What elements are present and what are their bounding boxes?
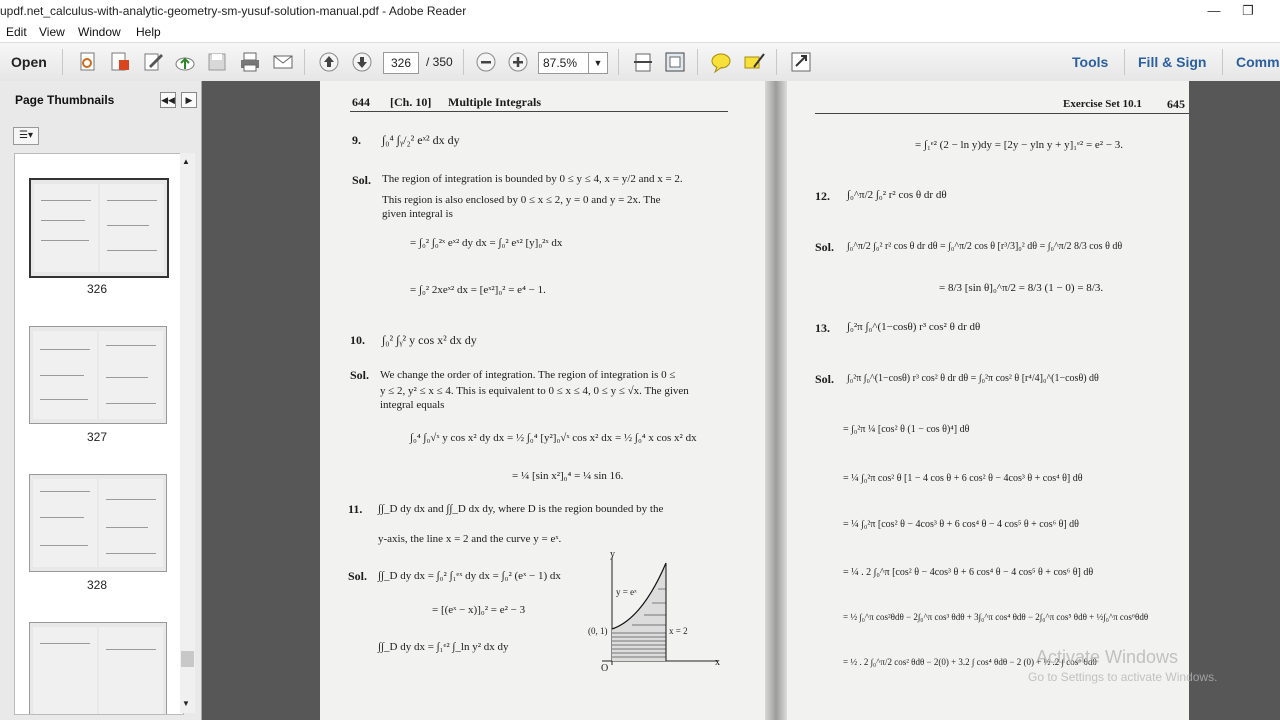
- graph-axis-label: y: [610, 549, 615, 560]
- page-header-number: 645: [1167, 97, 1185, 111]
- open-button[interactable]: Open: [11, 54, 47, 70]
- header-rule: [350, 111, 728, 112]
- tools-button[interactable]: Tools: [1072, 54, 1109, 70]
- equation: = ¼ [sin x²]₀⁴ = ¼ sin 16.: [512, 470, 624, 482]
- toolbar-separator: [1222, 49, 1223, 75]
- solution-text: This region is also enclosed by 0 ≤ x ≤ 2, y = 0 and y = 2x. The: [382, 194, 661, 206]
- equation: = ∫₁ᵉ² (2 − ln y)dy = [2y − yln y + y]₁ᵉ² = e² − 3.: [915, 139, 1124, 151]
- equation: = ¼ . 2 ∫₀^π [cos² θ − 4cos³ θ + 6 cos⁴ θ − 4 cos⁵ θ + cos⁶ θ] dθ: [843, 567, 1094, 578]
- page-thumbnails-panel: [0, 81, 202, 720]
- expand-right-icon[interactable]: ▶: [181, 92, 197, 108]
- highlight-icon[interactable]: [742, 51, 766, 73]
- toolbar-separator: [1124, 49, 1125, 75]
- equation: ∫₀^π/2 ∫₀² r² cos θ dr dθ = ∫₀^π/2 cos θ [r³/3]₀² dθ = ∫₀^π/2 8/3 cos θ dθ: [847, 241, 1123, 252]
- thumbnail-options-icon[interactable]: ☰▾: [13, 127, 39, 145]
- activate-windows-title: Activate Windows: [1036, 647, 1179, 667]
- thumbnail-329[interactable]: [29, 622, 167, 715]
- toolbar-separator: [62, 49, 63, 75]
- menu-bar: [0, 22, 1280, 42]
- thumbnail-label: 326: [86, 282, 108, 296]
- fill-sign-button[interactable]: Fill & Sign: [1138, 54, 1207, 70]
- zoom-dropdown-icon[interactable]: ▼: [588, 52, 608, 74]
- page-header-chapter: [Ch. 10]: [390, 95, 432, 109]
- comment-icon[interactable]: [709, 51, 733, 73]
- solution-label: Sol.: [350, 368, 370, 382]
- header-rule: [815, 113, 1189, 114]
- graph-curve-label: y = eˣ: [616, 587, 637, 597]
- thumbnail-327[interactable]: [29, 326, 167, 424]
- save-icon[interactable]: [205, 51, 229, 73]
- question-number: 10.: [350, 333, 365, 347]
- fit-page-icon[interactable]: [631, 51, 655, 73]
- thumbnail-label: 327: [86, 430, 108, 444]
- toolbar-separator: [463, 49, 464, 75]
- equation: ∫∫_D dy dx = ∫₁ᵉ² ∫_ln y² dx dy: [378, 641, 509, 653]
- fit-width-icon[interactable]: [663, 51, 687, 73]
- equation: = ¼ ∫₀²π [cos² θ − 4cos³ θ + 6 cos⁴ θ − 4 cos⁵ θ + cos⁶ θ] dθ: [843, 519, 1079, 530]
- menu-help[interactable]: Help: [136, 25, 161, 39]
- equation: = [(eˣ − x)]₀² = e² − 3: [432, 604, 526, 616]
- page-number-input[interactable]: 326: [383, 52, 419, 74]
- page-header-set: Exercise Set 10.1: [1063, 98, 1142, 110]
- solution-label: Sol.: [352, 173, 372, 187]
- toolbar-separator: [618, 49, 619, 75]
- combine-files-icon[interactable]: [108, 51, 132, 73]
- equation: ∫₀²π ∫₀^(1−cosθ) r³ cos² θ dr dθ = ∫₀²π cos² θ [r⁴/4]₀^(1−cosθ) dθ: [847, 373, 1099, 384]
- question-number: 13.: [815, 321, 830, 335]
- graph-line-label: x = 2: [669, 626, 688, 636]
- equation: ∫₀²π ∫₀^(1−cosθ) r³ cos² θ dr dθ: [847, 321, 981, 333]
- toolbar: [0, 42, 1280, 82]
- toolbar-separator: [776, 49, 777, 75]
- panel-title: Page Thumbnails: [15, 93, 115, 107]
- zoom-level-select[interactable]: 87.5%: [538, 52, 590, 74]
- pdf-page-645: [787, 81, 1189, 720]
- equation: ∫∫_D dy dx = ∫₀² ∫₁ᵉˣ dy dx = ∫₀² (eˣ − 1) dx: [378, 570, 561, 582]
- comment-pane-button[interactable]: Comm: [1236, 54, 1280, 70]
- edit-pdf-icon[interactable]: [141, 51, 165, 73]
- scroll-thumb[interactable]: [181, 651, 194, 667]
- equation: = ∫₀² 2xeˣ² dx = [eˣ²]₀² = e⁴ − 1.: [410, 284, 546, 296]
- menu-view[interactable]: View: [39, 25, 65, 39]
- title-bar: [0, 0, 1280, 22]
- equation: = 8/3 [sin θ]₀^π/2 = 8/3 (1 − 0) = 8/3.: [939, 282, 1104, 294]
- email-icon[interactable]: [271, 51, 295, 73]
- graph-origin-label: O: [601, 663, 609, 674]
- equation: = ∫₀²π ¼ [cos² θ (1 − cos θ)⁴] dθ: [843, 424, 970, 435]
- question-text: ∫∫_D dy dx and ∫∫_D dx dy, where D is the region bounded by the: [378, 503, 664, 515]
- restore-button[interactable]: ❐: [1242, 3, 1254, 18]
- solution-text: We change the order of integration. The region of integration is 0 ≤: [380, 369, 676, 381]
- solution-label: Sol.: [348, 569, 368, 583]
- upload-cloud-icon[interactable]: [173, 51, 197, 73]
- equation: ∫₀⁴ ∫ᵧ/₂² eˣ² dx dy: [382, 133, 460, 147]
- menu-edit[interactable]: Edit: [6, 25, 27, 39]
- graph-axis-label: x: [715, 657, 720, 668]
- document-view[interactable]: [202, 81, 1280, 720]
- menu-window[interactable]: Window: [78, 25, 121, 39]
- question-text: y-axis, the line x = 2 and the curve y = eˣ.: [378, 533, 562, 545]
- toolbar-separator: [304, 49, 305, 75]
- thumbnail-list: [14, 153, 184, 715]
- toolbar-separator: [697, 49, 698, 75]
- page-header-number: 644: [352, 95, 370, 109]
- zoom-in-icon[interactable]: [506, 51, 530, 73]
- question-number: 9.: [352, 133, 361, 147]
- question-number: 11.: [348, 502, 363, 516]
- scroll-down-icon[interactable]: ▼: [182, 699, 190, 708]
- region-graph: [582, 549, 722, 679]
- next-page-icon[interactable]: [350, 51, 374, 73]
- collapse-left-icon[interactable]: ◀◀: [160, 92, 176, 108]
- solution-text: The region of integration is bounded by 0 ≤ y ≤ 4, x = y/2 and x = 2.: [382, 173, 683, 185]
- solution-text: given integral is: [382, 208, 453, 220]
- equation: = ½ ∫₀^π cos²θdθ − 2∫₀^π cos³ θdθ + 3∫₀^π cos⁴ θdθ − 2∫₀^π cos⁵ θdθ + ½∫₀^π cos⁶θdθ: [843, 612, 1149, 622]
- equation: ∫₀^π/2 ∫₀² r² cos θ dr dθ: [847, 189, 947, 201]
- scroll-up-icon[interactable]: ▲: [182, 157, 190, 166]
- print-icon[interactable]: [238, 51, 262, 73]
- equation: = ½ . 2 ∫₀^π/2 cos² θdθ − 2(0) + 3.2 ∫ cos⁴ θdθ − 2 (0) + ½ .2 ∫ cos⁶ θdθ: [843, 657, 1097, 667]
- pdf-page-644: [320, 81, 765, 720]
- thumbnail-scrollbar[interactable]: [180, 153, 195, 713]
- activate-windows-subtitle: Go to Settings to activate Windows.: [1028, 670, 1218, 684]
- zoom-out-icon[interactable]: [474, 51, 498, 73]
- solution-text: integral equals: [380, 399, 445, 411]
- solution-label: Sol.: [815, 372, 835, 386]
- thumbnail-326[interactable]: [29, 178, 169, 278]
- page-gutter: [765, 81, 787, 720]
- minimize-button[interactable]: —: [1207, 3, 1221, 18]
- previous-page-icon[interactable]: [317, 51, 341, 73]
- equation: ∫₀² ∫ᵧ² y cos x² dx dy: [382, 333, 477, 347]
- equation: = ∫₀² ∫₀²ˣ eˣ² dy dx = ∫₀² eˣ² [y]₀²ˣ dx: [410, 237, 563, 249]
- graph-point-label: (0, 1): [588, 626, 608, 636]
- equation: = ¼ ∫₀²π cos² θ [1 − 4 cos θ + 6 cos² θ − 4cos³ θ + cos⁴ θ] dθ: [843, 473, 1083, 484]
- thumbnail-328[interactable]: [29, 474, 167, 572]
- solution-label: Sol.: [815, 240, 835, 254]
- fullscreen-icon[interactable]: [789, 51, 813, 73]
- page-total: / 350: [426, 55, 453, 69]
- thumbnail-label: 328: [86, 578, 108, 592]
- create-pdf-icon[interactable]: [76, 51, 100, 73]
- question-number: 12.: [815, 189, 830, 203]
- page-header-title: Multiple Integrals: [448, 95, 541, 109]
- equation: ∫₀⁴ ∫₀√ˣ y cos x² dy dx = ½ ∫₀⁴ [y²]₀√ˣ cos x² dx = ½ ∫₀⁴ x cos x² dx: [410, 432, 697, 444]
- solution-text: y ≤ 2, y² ≤ x ≤ 4. This is equivalent to 0 ≤ x ≤ 4, 0 ≤ y ≤ √x. The given: [380, 385, 689, 397]
- window-title: updf.net_calculus-with-analytic-geometry-sm-yusuf-solution-manual.pdf - Adobe Reader: [0, 4, 467, 18]
